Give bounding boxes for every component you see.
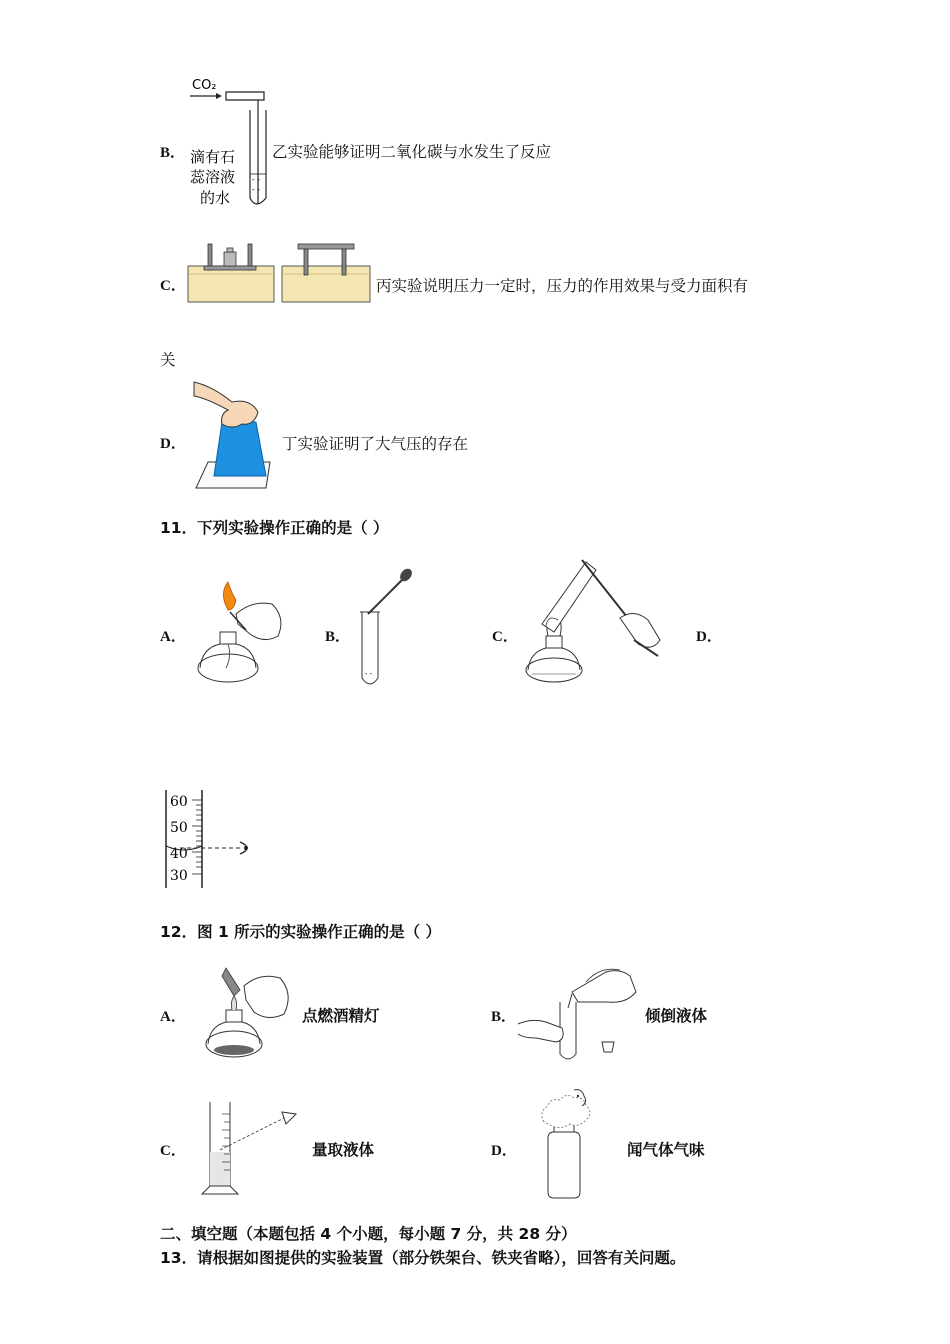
q10-option-b-label: B． bbox=[160, 145, 186, 161]
measuring-cylinder-figure bbox=[198, 1100, 302, 1196]
pouring-liquid-figure bbox=[516, 962, 640, 1062]
alcohol-lamp-light-figure bbox=[192, 578, 290, 688]
atmospheric-pressure-cup-figure bbox=[192, 378, 276, 490]
lighting-alcohol-lamp-figure bbox=[200, 964, 296, 1062]
q10-option-c-label: C． bbox=[160, 278, 186, 294]
q11-option-b-label: B． bbox=[325, 629, 351, 645]
pressure-experiment-figure bbox=[186, 240, 376, 304]
smelling-gas-figure bbox=[534, 1088, 604, 1200]
q10-option-d-label: D． bbox=[160, 436, 186, 452]
tick-label-60: 60 bbox=[170, 794, 188, 810]
fig-label-line2: 蕊溶液 bbox=[190, 168, 236, 186]
co2-label: CO₂ bbox=[192, 78, 217, 93]
tick-label-50: 50 bbox=[170, 820, 188, 836]
tick-label-40: 40 bbox=[170, 846, 188, 862]
fig-label-line3: 的水 bbox=[200, 189, 231, 207]
q11-option-c-label: C． bbox=[492, 629, 518, 645]
q12-stem: 12．图 1 所示的实验操作正确的是（ ） bbox=[160, 923, 442, 941]
fig-label-line1: 滴有石 bbox=[190, 148, 236, 166]
q11-stem: 11．下列实验操作正确的是（ ） bbox=[160, 519, 389, 537]
q12-option-b-caption: 倾倒液体 bbox=[645, 1007, 708, 1025]
svg-text:- -: - - bbox=[252, 175, 260, 184]
heating-test-tube-figure bbox=[524, 556, 664, 688]
q12-option-c-label: C． bbox=[160, 1143, 186, 1159]
q10-option-b-text: 乙实验能够证明二氧化碳与水发生了反应 bbox=[272, 143, 552, 161]
q11-option-a-label: A． bbox=[160, 629, 186, 645]
q12-option-a-label: A． bbox=[160, 1009, 186, 1025]
q12-option-c-caption: 量取液体 bbox=[312, 1141, 375, 1159]
svg-text:- -: - - bbox=[252, 185, 260, 194]
q12-option-a-caption: 点燃酒精灯 bbox=[302, 1007, 380, 1025]
section2-title: 二、填空题（本题包括 4 个小题，每小题 7 分，共 28 分） bbox=[160, 1225, 577, 1243]
graduated-cylinder-reading-figure bbox=[160, 788, 270, 890]
svg-text:- -: - - bbox=[365, 670, 372, 678]
q12-option-b-label: B． bbox=[491, 1009, 517, 1025]
dropper-test-tube-figure bbox=[356, 566, 418, 690]
q11-option-d-label: D． bbox=[696, 629, 722, 645]
q10-option-c-text-cont: 关 bbox=[160, 351, 176, 369]
q12-option-d-caption: 闻气体气味 bbox=[627, 1141, 705, 1159]
q10-option-c-text: 丙实验说明压力一定时，压力的作用效果与受力面积有 bbox=[376, 277, 749, 295]
q10-option-d-text: 丁实验证明了大气压的存在 bbox=[282, 435, 469, 453]
test-tube-co2-figure bbox=[186, 74, 276, 214]
q12-option-d-label: D． bbox=[491, 1143, 517, 1159]
q13-stem: 13．请根据如图提供的实验装置（部分铁架台、铁夹省略），回答有关问题。 bbox=[160, 1249, 686, 1267]
tick-label-30: 30 bbox=[170, 868, 188, 884]
